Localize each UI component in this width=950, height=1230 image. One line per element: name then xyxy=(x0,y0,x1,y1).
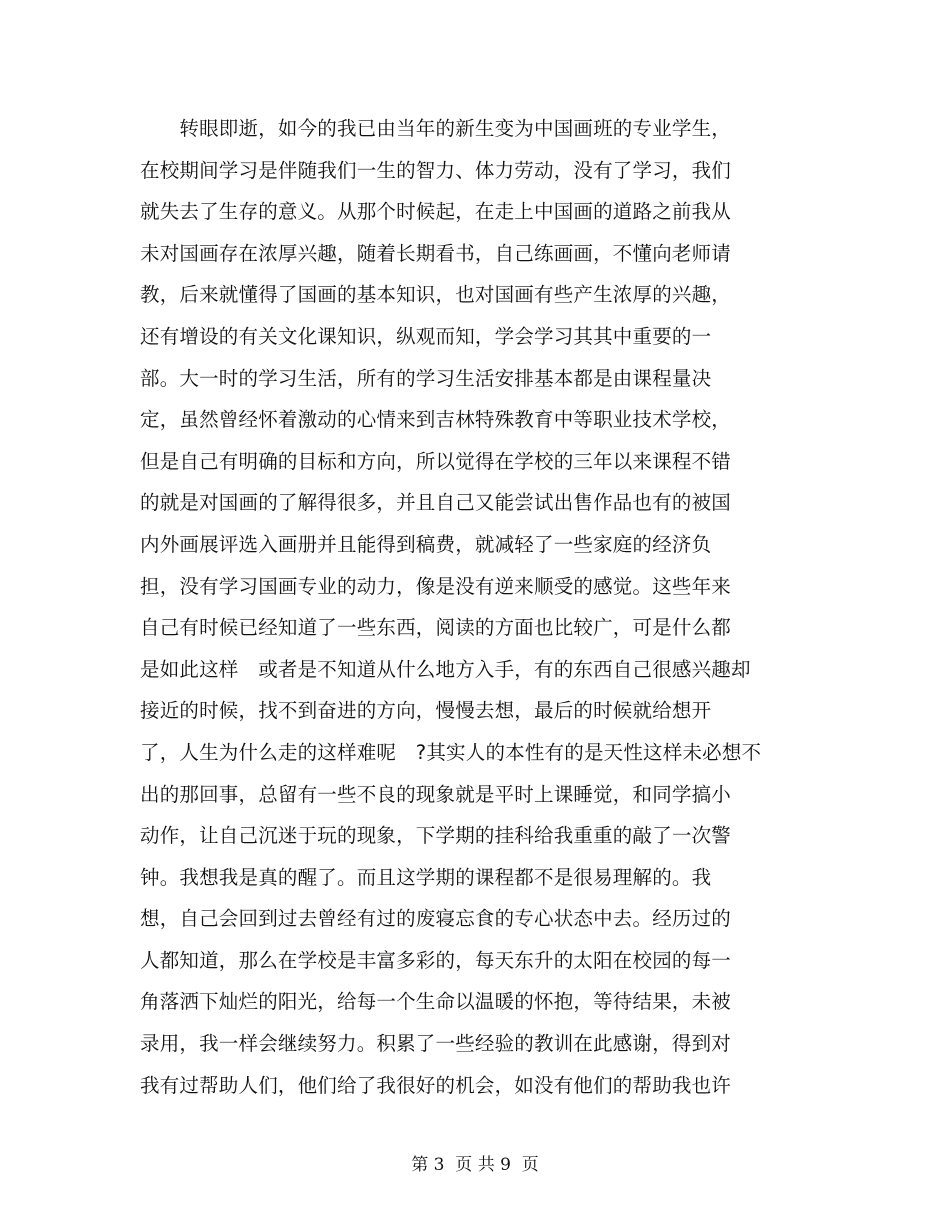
text-line: 接近的时候，找不到奋进的方向，慢慢去想，最后的时候就给想开 xyxy=(140,699,712,723)
text-line: 转眼即逝，如今的我已由当年的新生变为中国画班的专业学生， xyxy=(140,117,732,140)
text-line: 未对国画存在浓厚兴趣，随着长期看书，自己练画画，不懂向老师请 xyxy=(140,241,732,265)
text-line: 是如此这样 或者是不知道从什么地方入手，有的东西自己很感兴趣却 xyxy=(140,657,751,681)
text-line: 担，没有学习国画专业的动力，像是没有逆来顺受的感觉。这些年来 xyxy=(140,574,732,598)
text-line: 定，虽然曾经怀着激动的心情来到吉林特殊教育中等职业技术学校， xyxy=(140,408,732,432)
text-line: 教，后来就懂得了国画的基本知识，也对国画有些产生浓厚的兴趣， xyxy=(140,283,732,307)
text-line: 内外画展评选入画册并且能得到稿费，就减轻了一些家庭的经济负 xyxy=(140,532,712,556)
text-line: 在校期间学习是伴随我们一生的智力、体力劳动，没有了学习，我们 xyxy=(140,158,732,182)
text-line: 了，人生为什么走的这样难呢 ?其实人的本性有的是天性这样未必想不 xyxy=(140,740,762,764)
body-text xyxy=(140,108,820,1106)
text-line: 想，自己会回到过去曾经有过的废寝忘食的专心状态中去。经历过的 xyxy=(140,907,732,931)
text-line: 动作，让自己沉迷于玩的现象，下学期的挂科给我重重的敲了一次警 xyxy=(140,824,732,848)
text-line: 出的那回事，总留有一些不良的现象就是平时上课睡觉，和同学搞小 xyxy=(140,782,732,806)
text-line: 自己有时候已经知道了一些东西，阅读的方面也比较广，可是什么都 xyxy=(140,616,732,640)
text-line: 角落洒下灿烂的阳光，给每一个生命以温暖的怀抱，等待结果，未被 xyxy=(140,990,732,1014)
text-line: 人都知道，那么在学校是丰富多彩的，每天东升的太阳在校园的每一 xyxy=(140,948,732,972)
text-line: 钟。我想我是真的醒了。而且这学期的课程都不是很易理解的。我 xyxy=(140,865,712,889)
text-line: 的就是对国画的了解得很多，并且自己又能尝试出售作品也有的被国 xyxy=(140,491,732,515)
text-line: 我有过帮助人们，他们给了我很好的机会，如没有他们的帮助我也许 xyxy=(140,1073,732,1097)
page-number-footer: 第 3 页 共 9 页 xyxy=(411,1155,539,1175)
text-line: 还有增设的有关文化课知识，纵观而知，学会学习其其中重要的一 xyxy=(140,324,712,348)
text-line: 但是自己有明确的目标和方向，所以觉得在学校的三年以来课程不错 xyxy=(140,449,732,473)
text-line: 部。大一时的学习生活，所有的学习生活安排基本都是由课程量决 xyxy=(140,366,712,390)
text-line: 就失去了生存的意义。从那个时候起，在走上中国画的道路之前我从 xyxy=(140,200,732,224)
text-line: 录用，我一样会继续努力。积累了一些经验的教训在此感谢，得到对 xyxy=(140,1032,732,1056)
